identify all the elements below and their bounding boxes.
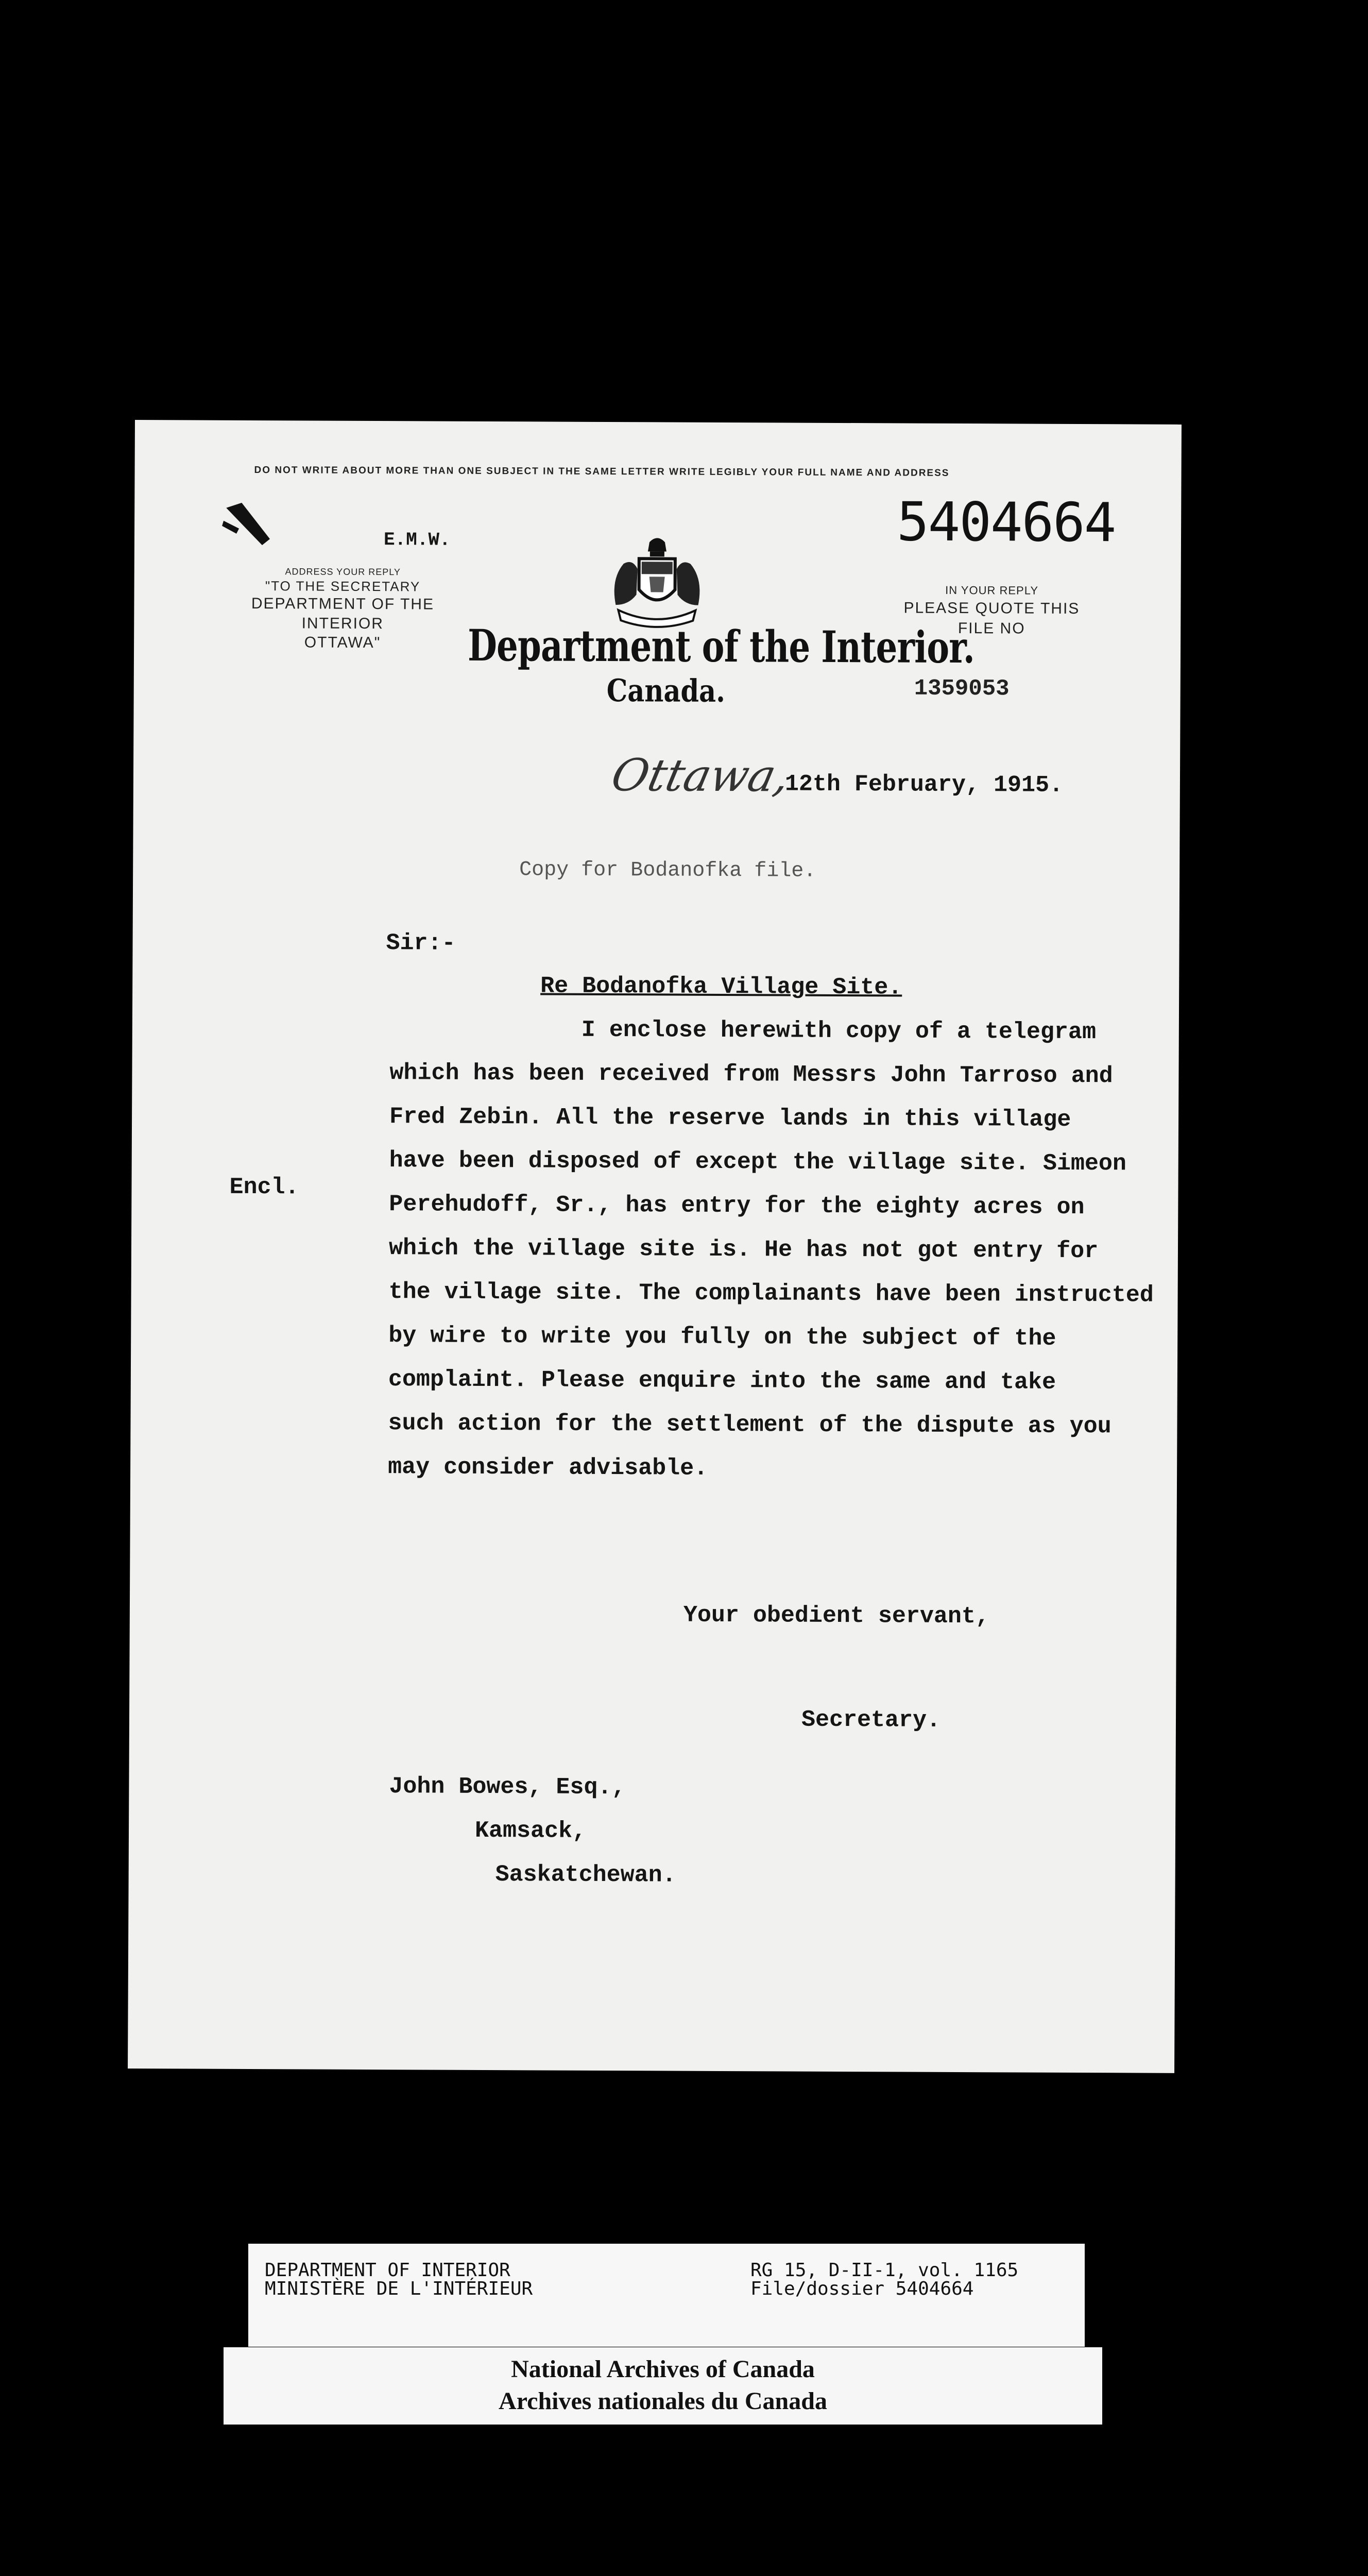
closing: Your obedient servant, [683, 1602, 990, 1630]
body-line-3: Fred Zebin. All the reserve lands in this village [389, 1104, 1071, 1133]
signature-title: Secretary. [801, 1706, 941, 1734]
body-line-11: may consider advisable. [388, 1454, 708, 1482]
typist-initials: E.M.W. [383, 529, 451, 551]
subject-line: Re Bodanofka Village Site. [540, 973, 902, 1001]
label-dept-fr: MINISTÈRE DE L'INTÉRIEUR [265, 2278, 533, 2299]
body-line-6: which the village site is. He has not got entry for [388, 1235, 1099, 1265]
body-line-4: have been disposed of except the village site. Simeon [389, 1147, 1127, 1177]
body-line-5: Perehudoff, Sr., has entry for the eighty acres on [389, 1191, 1085, 1221]
archive-footer [224, 2347, 1102, 2425]
body-line-9: complaint. Please enquire into the same and take [388, 1366, 1056, 1396]
reference-number: 1359053 [914, 675, 1010, 702]
coat-of-arms-icon [600, 533, 714, 631]
label-record-group: RG 15, D-II-1, vol. 1165 [750, 2260, 1019, 2281]
recipient-name: John Bowes, Esq., [389, 1773, 626, 1801]
reply-address-line3: OTTAWA" [304, 634, 381, 652]
reply-address-line1: "TO THE SECRETARY [265, 578, 421, 594]
reply-quote-note [878, 583, 1105, 639]
reply-address [219, 566, 467, 653]
body-line-10: such action for the settlement of the dispute as you [388, 1410, 1112, 1440]
label-dept-en: DEPARTMENT OF INTERIOR [265, 2260, 510, 2281]
place-script: Ottawa, [607, 750, 795, 802]
reply-quote-line1: IN YOUR REPLY [945, 583, 1039, 597]
letter-date: 12th February, 1915. [784, 771, 1064, 799]
file-number-stamp: 5404664 [896, 490, 1116, 554]
recipient-town: Kamsack, [474, 1817, 587, 1844]
letter-page [128, 420, 1182, 2073]
corner-mark-icon [221, 498, 278, 549]
department-country: Canada. [606, 673, 726, 710]
reply-address-line2: DEPARTMENT OF THE INTERIOR [251, 595, 435, 632]
salutation: Sir:- [386, 930, 456, 957]
archive-name-en: National Archives of Canada [511, 2355, 815, 2383]
archive-name-fr: Archives nationales du Canada [499, 2387, 827, 2415]
body-line-2: which has been received from Messrs John Tarroso and [389, 1060, 1113, 1090]
reply-quote-line2: PLEASE QUOTE THIS [903, 599, 1080, 617]
copy-note: Copy for Bodanofka file. [519, 858, 816, 883]
body-line-8: by wire to write you fully on the subject of the [388, 1323, 1056, 1352]
letterhead-instruction: DO NOT WRITE ABOUT MORE THAN ONE SUBJECT IN THE SAME LETTER WRITE LEGIBLY YOUR FULL NAME AND ADDRESS [254, 465, 950, 479]
body-line-7: the village site. The complainants have been instructed [388, 1279, 1154, 1309]
department-title: Department of the Interior. [467, 619, 975, 673]
reply-address-line0: ADDRESS YOUR REPLY [285, 566, 401, 578]
recipient-province: Saskatchewan. [495, 1861, 676, 1889]
label-file-number: File/dossier 5404664 [750, 2278, 974, 2299]
margin-note-enclosure: Encl. [229, 1174, 299, 1201]
reply-quote-line3: FILE NO [957, 619, 1025, 637]
archive-reference-label [248, 2244, 1085, 2347]
body-line-1: I enclose herewith copy of a telegram [581, 1016, 1097, 1046]
